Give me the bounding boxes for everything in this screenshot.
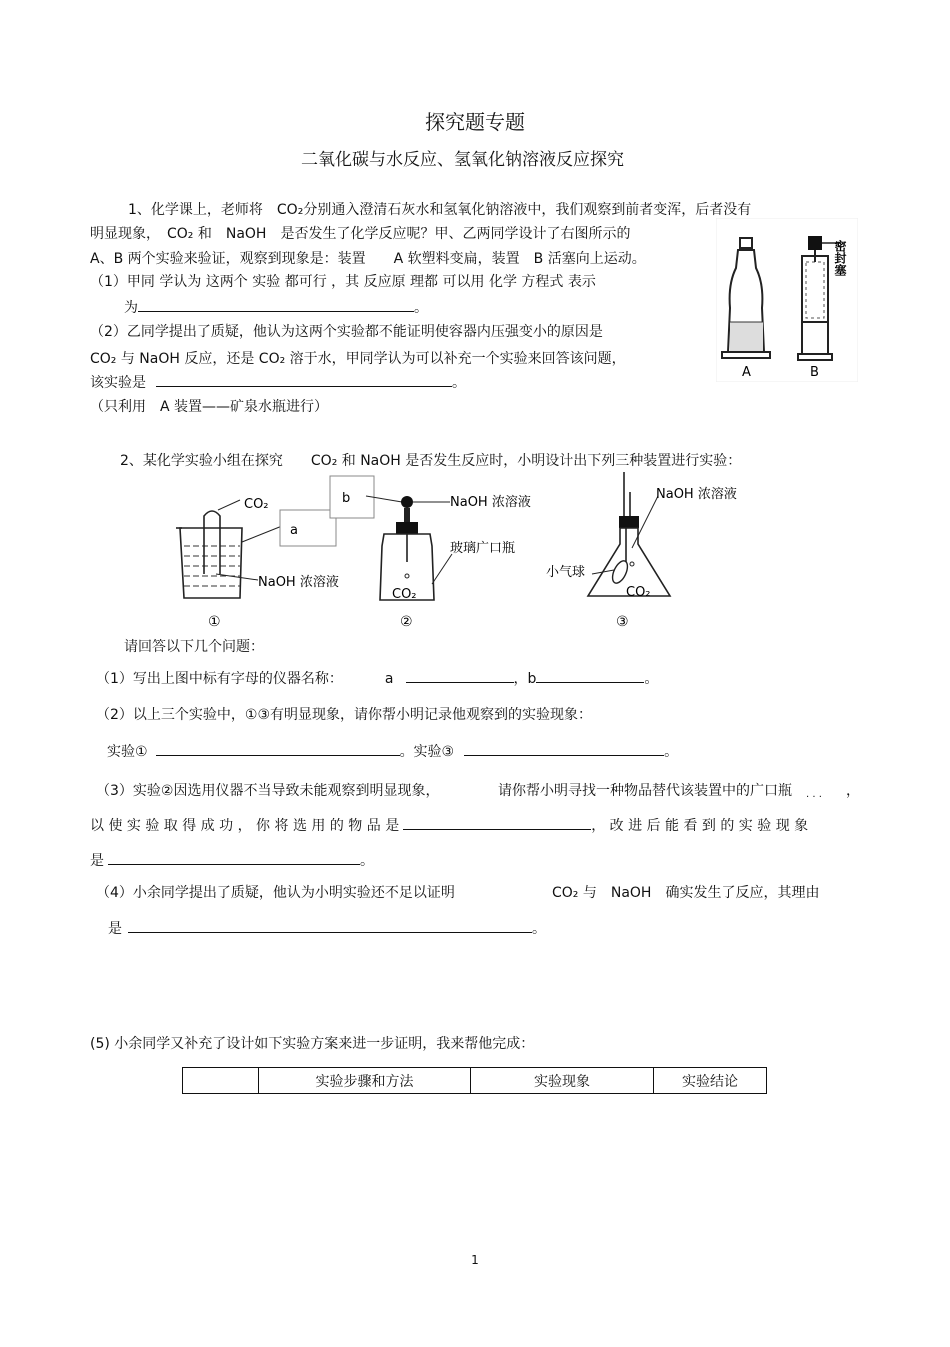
box-b-label: b xyxy=(342,491,351,506)
table-header-phenomenon: 实验现象 xyxy=(471,1068,654,1094)
q2-sub4-line2 xyxy=(108,918,546,938)
q2-sub2-end: 。 xyxy=(664,744,679,760)
experiment-plan-table xyxy=(182,1067,767,1094)
q2-sub1 xyxy=(96,668,658,688)
q2-exp1-label: 实验① xyxy=(107,744,148,760)
page-title: 探究题专题 xyxy=(425,110,525,134)
q2-instrument-a-blank[interactable] xyxy=(406,668,514,683)
page-number: 1 xyxy=(471,1253,479,1267)
q1-part1-end: 。 xyxy=(414,300,428,316)
q2-sub5: (5) 小余同学又补充了设计如下实验方案来进一步证明，我来帮他完成： xyxy=(90,1036,535,1052)
table-header-blank xyxy=(183,1068,259,1094)
q2-sub1-text: （1）写出上图中标有字母的仪器名称： xyxy=(96,671,343,687)
q1-experiment-blank[interactable] xyxy=(156,372,452,387)
q1-part2-line1: （2）乙同学提出了质疑，他认为这两个实验都不能证明使容器内压强变小的原因是 xyxy=(90,324,603,340)
co2-label-3: CO₂ xyxy=(626,585,651,600)
bottle-label: 玻璃广口瓶 xyxy=(450,541,516,556)
q2-sub1-a: a xyxy=(384,671,394,687)
table-header-conclusion: 实验结论 xyxy=(654,1068,767,1094)
co2-label-1: CO₂ xyxy=(244,497,269,512)
q2-intro: 2、某化学实验小组在探究 CO₂ 和 NaOH 是否发生反应时，小明设计出下列三种装置进行实验： xyxy=(120,453,742,469)
q2-sub3-end: 。 xyxy=(360,853,374,869)
q1-part1-line2 xyxy=(124,297,428,317)
q2-exp3-blank[interactable] xyxy=(464,741,664,756)
q2-sub4-prefix: 是 xyxy=(108,921,122,937)
figure-number-1: ① xyxy=(208,614,221,630)
co2-label-2: CO₂ xyxy=(392,587,417,602)
q2-reason-blank[interactable] xyxy=(128,918,532,933)
q2-improved-phenomenon-blank[interactable] xyxy=(108,850,360,865)
q1-intro-line2: 明显现象， CO₂ 和 NaOH 是否发生了化学反应呢？甲、乙两同学设计了右图所示的 xyxy=(90,226,631,242)
q1-part2-line3 xyxy=(90,372,466,392)
q1-part2-end: 。 xyxy=(452,375,466,391)
naoh-label-3: NaOH 浓溶液 xyxy=(656,487,737,502)
q1-equation-blank[interactable] xyxy=(138,297,414,312)
q2-sub3-comma: ， xyxy=(846,783,860,799)
figure-number-3: ③ xyxy=(616,614,629,630)
naoh-label-2: NaOH 浓溶液 xyxy=(450,495,531,510)
box-a-label: a xyxy=(290,523,298,538)
label-box-b xyxy=(330,476,374,518)
q2-exp1-blank[interactable] xyxy=(156,741,400,756)
page-subtitle: 二氧化碳与水反应、氢氧化钠溶液反应探究 xyxy=(301,150,624,170)
wide-mouth-bottle-icon xyxy=(380,496,452,600)
q2-sub3-line2 xyxy=(90,815,808,835)
q2-sub3-line2a: 以 使 实 验 取 得 成 功 ， 你 将 选 用 的 物 品 是 xyxy=(90,818,400,834)
q2-exp3-label: 。实验③ xyxy=(399,744,455,760)
q2-sub1-end: 。 xyxy=(644,671,659,687)
naoh-label-1: NaOH 浓溶液 xyxy=(258,575,339,590)
figure-number-2: ② xyxy=(400,614,413,630)
seal-label: 密封塞 xyxy=(833,240,847,276)
q2-sub2-answers xyxy=(107,741,678,761)
q2-substitute-item-blank[interactable] xyxy=(403,815,591,830)
q2-sub4-end: 。 xyxy=(532,921,546,937)
q1-intro-line1: 1、化学课上，老师将 CO₂分别通入澄清石灰水和氢氧化钠溶液中，我们观察到前者变浑，后者没有 xyxy=(128,202,752,218)
q2-prompt: 请回答以下几个问题： xyxy=(124,639,264,655)
q1-intro-line3: A、B 两个实验来验证，观察到现象是：装置 A 软塑料变扁，装置 B 活塞向上运动。 xyxy=(90,251,646,267)
q2-sub1-sep: ，b xyxy=(513,671,537,687)
label-box-a xyxy=(280,510,336,546)
q2-sub3-line2b: ， 改 进 后 能 看 到 的 实 验 现 象 xyxy=(591,818,809,834)
q2-apparatus-figure xyxy=(160,466,800,636)
q1-part1-line1: （1）甲同 学认为 这两个 实验 都可行 ，其 反应原 理都 可以用 化学 方程式 表示 xyxy=(90,274,596,290)
q2-sub4-line1b: CO₂ 与 NaOH 确实发生了反应，其理由 xyxy=(552,885,820,901)
q2-sub3-line1a: （3）实验②因选用仪器不当导致未能观察到明显现象， xyxy=(96,783,440,799)
q2-sub3-emphasis-dots: · · · xyxy=(806,792,822,803)
label-b: B xyxy=(810,365,819,380)
q2-sub2: （2）以上三个实验中，①③有明显现象，请你帮小明记录他观察到的实验现象： xyxy=(96,707,593,723)
q1-part2-note: （只利用 A 装置——矿泉水瓶进行） xyxy=(90,399,329,415)
q2-sub4-line1a: （4）小余同学提出了质疑，他认为小明实验还不足以证明 xyxy=(96,885,455,901)
table-header-row xyxy=(183,1068,767,1094)
q2-sub3-line1b: 请你帮小明寻找一种物品替代该装置中的广口瓶 xyxy=(498,783,792,799)
table-header-steps: 实验步骤和方法 xyxy=(259,1068,471,1094)
balloon-label: 小气球 xyxy=(546,565,586,580)
q2-sub3-line3 xyxy=(90,850,374,870)
q1-part2-prefix: 该实验是 xyxy=(90,375,146,391)
q2-sub3-prefix: 是 xyxy=(90,853,104,869)
q1-apparatus-figure xyxy=(716,218,858,382)
q1-part1-prefix: 为 xyxy=(124,300,138,316)
q2-instrument-b-blank[interactable] xyxy=(536,668,644,683)
label-a: A xyxy=(742,365,751,380)
q1-part2-line2: CO₂ 与 NaOH 反应，还是 CO₂ 溶于水，甲同学认为可以补充一个实验来回答该问题， xyxy=(90,351,626,367)
